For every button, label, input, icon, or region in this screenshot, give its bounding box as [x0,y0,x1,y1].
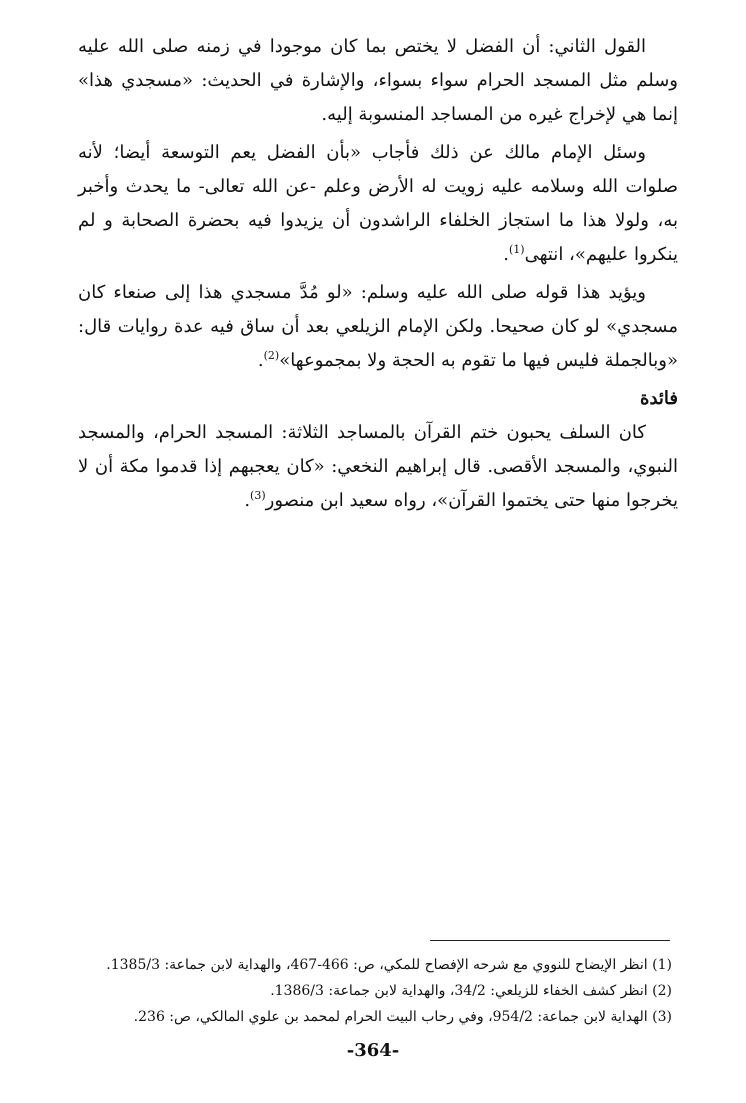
paragraph-quran-completion [78,416,678,518]
footnote-marker-2[interactable]: (2) [263,349,280,362]
paragraph-end: . [503,244,509,265]
paragraph-text: كان السلف يحبون ختم القرآن بالمساجد الثلاثة: المسجد الحرام، والمسجد النبوي، والمسجد الأقصى. قال إبراهيم النخعي: «كان يعجبهم إذا قدموا مكة أن لا يخرجوا منها حتى يختموا القرآن»، رواه سعيد ابن منصور [78,422,678,511]
paragraph-text: وسئل الإمام مالك عن ذلك فأجاب «بأن الفضل يعم التوسعة أيضا؛ لأنه صلوات الله وسلامه عليه زويت له الأرض وعلم -عن الله تعالى- ما يحدث وأخبر به، ولولا هذا ما استجاز الخلفاء الراشدون أن يزيدوا فيه بحضرة الصحابة و لم ينكروا عليهم»، انتهى [78,142,679,265]
main-text [78,30,678,522]
paragraph-imam-malik [78,136,678,272]
section-heading: فائدة [640,388,678,409]
paragraph-text: القول الثاني: أن الفضل لا يختص بما كان موجودا في زمنه صلى الله عليه وسلم مثل المسجد الحرام سواء بسواء، والإشارة في الحديث: «مسجدي هذا» إنما هي لإخراج غيره من المساجد المنسوبة إليه. [78,36,678,125]
paragraph-second-opinion [78,30,678,132]
footnote-2: (2) انظر كشف الخفاء للزيلعي: 34/2، والهداية لابن جماعة: 1386/3. [270,983,672,999]
footnote-marker-3[interactable]: (3) [250,489,266,502]
footnote-marker-1[interactable]: (1) [508,243,525,256]
paragraph-end: . [244,490,251,511]
paragraph-end: . [257,350,264,371]
page-number: -364- [346,1040,400,1061]
footnote-1: (1) انظر الإيضاح للنووي مع شرحه الإفصاح للمكي، ص: 466-467، والهداية لابن جماعة: 1385/3. [106,957,672,973]
footnotes [40,952,672,1030]
footnote-separator [430,940,670,941]
footnote-3: (3) الهداية لابن جماعة: 954/2، وفي رحاب البيت الحرام لمحمد بن علوي المالكي، ص: 236. [133,1009,672,1025]
paragraph-text: ويؤيد هذا قوله صلى الله عليه وسلم: «لو مُدَّ مسجدي هذا إلى صنعاء كان مسجدي» لو كان صحيحا. ولكن الإمام الزيلعي بعد أن ساق فيه عدة روايات قال: «وبالجملة فليس فيها ما تقوم به الحجة ولا بمجموعها» [78,282,678,371]
paragraph-zaylai [78,276,678,378]
